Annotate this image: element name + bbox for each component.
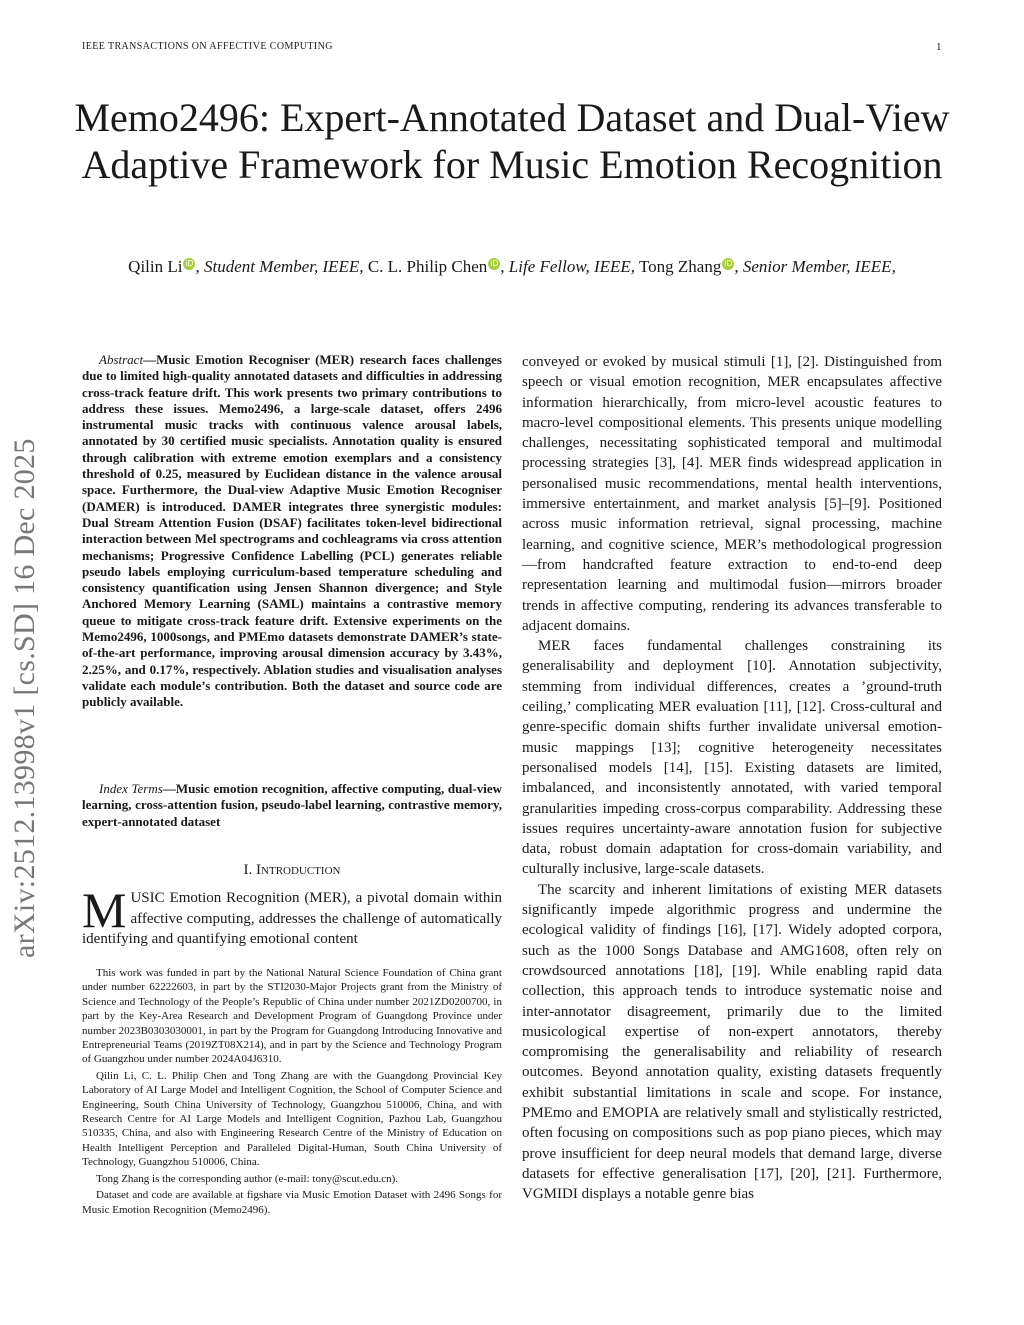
page-number: 1 xyxy=(936,41,942,53)
body-paragraph: conveyed or evoked by musical stimuli [1], [2]. Distinguished from speech or visual emotion recognition, MER encapsulates affective information hierarchically, from micro-level acoustic features to macro-level compositional elements. This presents unique modelling challenges, necessitating sophisticated temporal and multimodal processing strategies [3], [4]. MER finds widespread application in personalised music recommendations, mental health interventions, immersive entertainment, and market analysis [5]–[9]. Positioned across music information retrieval, signal processing, machine learning, and cognitive science, MER’s methodological progression—from handcrafted feature extraction to end-to-end deep representation learning and multimodal fusion—mirrors broader trends in affective computing, rendering its advances transferable to adjacent domains. xyxy=(522,354,942,634)
arxiv-stamp: arXiv:2512.13998v1 [cs.SD] 16 Dec 2025 xyxy=(8,438,41,958)
orcid-icon[interactable]: iD xyxy=(724,259,733,268)
orcid-icon[interactable]: iD xyxy=(490,259,499,268)
index-terms-label: Index Terms xyxy=(99,781,163,796)
section-title: Introduction xyxy=(256,862,341,878)
body-paragraph: The scarcity and inherent limitations of existing MER datasets significantly impede algorithmic progress and undermine the ecological validity of findings [16], [17]. Widely adopted corpora, such as the 1000 Songs Database and AMG1608, often rely on crowdsourced annotations [18], [19]. While enabling rapid data collection, this approach tends to introduce systematic noise and inter-annotator disagreement, primarily due to the limited musicological expertise of non-expert annotators, thereby compromising the generalisability and reliability of research outcomes. Beyond annotation quality, existing datasets frequently exhibit substantial limitations in scale and scope. For instance, PMEmo and EMOPIA are relatively small and stylistically restricted, often focusing on compositions such as pop piano pieces, which may prove insufficient for deep neural models that demand large, diverse datasets for effective generalisation [17], [20], [21]. Furthermore, VGMIDI displays a notable genre bias xyxy=(522,881,942,1203)
author-role: Life Fellow, IEEE, xyxy=(508,257,636,276)
body-paragraph: MER faces fundamental challenges constraining its generalisability and deployment [10]. Annotation subjectivity, stemming from individual differences, creates a ’ground-truth ceiling,’ complicating MER evaluation [11], [12]. Cross-cultural and genre-specific domain shifts further invalidate universal emotion-music mappings [13]; cognitive heterogeneity necessitates personalised models [14], [15]. Existing datasets are limited, imbalanced, and inconsistently annotated, with varied temporal granularities impeding cross-corpus comparability. Addressing these issues requires uncertainty-aware annotation fusion for subjective data, robust domain adaptation for cross-domain variability, and culturally inclusive, large-scale datasets. xyxy=(522,638,942,878)
drop-cap: M xyxy=(82,882,127,938)
abstract-label: Abstract xyxy=(99,352,144,367)
footnote-corresponding-author: Tong Zhang is the corresponding author (e-mail: tony@scut.edu.cn). xyxy=(96,1172,399,1185)
author-list: Qilin Li iD , Student Member, IEEE, C. L. Philip Chen iD , Life Fellow, IEEE, Tong Zhang iD , Senior Member, IEEE, xyxy=(128,257,896,276)
author-role: Student Member, IEEE, xyxy=(203,257,364,276)
intro-paragraph xyxy=(82,882,502,950)
footnotes xyxy=(82,966,502,1219)
right-column xyxy=(522,352,942,1204)
orcid-icon[interactable]: iD xyxy=(185,259,194,268)
author-name: C. L. Philip Chen xyxy=(367,257,488,276)
author-role: Senior Member, IEEE, xyxy=(742,257,896,276)
abstract xyxy=(82,352,502,711)
author-name: Tong Zhang xyxy=(638,257,722,276)
section-heading xyxy=(82,862,502,879)
section-number: I. xyxy=(243,862,253,878)
index-terms xyxy=(82,781,502,830)
footnote-funding: This work was funded in part by the National Natural Science Foundation of China grant under number 62222603, in part by the STI2030-Major Projects grant from the Ministry of Science and Technology of the People’s Republic of China under number 2021ZD0200700, in part by the Key-Area Research and Development Program of Guangdong Province under number 2023B0303030001, in part by the Program for Guangdong Introducing Innovative and Entrepreneurial Teams (2019ZT08X214), and in part by the Science and Technology Program of Guangzhou under number 2024A04J6310. xyxy=(82,967,502,1066)
intro-text: USIC Emotion Recognition (MER), a pivotal domain within affective computing, addresses the challenge of automatically identifying and quantifying emotional content xyxy=(82,890,502,947)
abstract-text: —Music Emotion Recogniser (MER) research faces challenges due to limited high-quality annotated datasets and difficulties in addressing cross-track feature drift. This work presents two primary contributions to address these issues. Memo2496, a large-scale dataset, offers 2496 instrumental music tracks with continuous valence arousal labels, annotated by 30 certified music specialists. Annotation quality is ensured through calibration with extreme emotion exemplars and a consistency threshold of 0.25, measured by Euclidean distance in the valence arousal space. Furthermore, the Dual-view Adaptive Music Emotion Recogniser (DAMER) is introduced. DAMER integrates three synergistic modules: Dual Stream Attention Fusion (DSAF) facilitates token-level bidirectional interaction between Mel spectrograms and cochleagrams via cross attention mechanisms; Progressive Confidence Labelling (PCL) generates reliable pseudo labels employing curriculum-based temperature scheduling and consistency quantification using Jensen Shannon divergence; and Style Anchored Memory Learning (SAML) maintains a contrastive memory queue to mitigate cross-track feature drift. Extensive experiments on the Memo2496, 1000songs, and PMEmo datasets demonstrate DAMER’s state-of-the-art performance, improving arousal dimension accuracy by 3.43%, 2.25%, and 0.17%, respectively. Ablation studies and visualisation analyses validate each module’s contribution. Both the dataset and source code are publicly available. xyxy=(82,352,502,710)
running-header: IEEE TRANSACTIONS ON AFFECTIVE COMPUTING xyxy=(82,41,333,52)
paper-title: Memo2496: Expert-Annotated Dataset and Dual-View Adaptive Framework for Music Emotion Recognition xyxy=(74,95,950,187)
author-name: Qilin Li xyxy=(128,257,183,276)
footnote-availability: Dataset and code are available at figshare via Music Emotion Dataset with 2496 Songs for Music Emotion Recognition (Memo2496). xyxy=(82,1189,502,1216)
footnote-affiliations: Qilin Li, C. L. Philip Chen and Tong Zhang are with the Guangdong Provincial Key Laboratory of AI Large Model and Intelligent Cognition, the School of Computer Science and Engineering, South China University of Technology, Guangzhou 510006, China, and with Research Centre for AI Large Models and Intelligent Cognition, Pazhou Lab, Guangzhou 510335, China, and also with Engineering Research Centre of the Ministry of Education on Health Intelligent Perception and Paralleled Digital-Human, South China University of Technology, Guangzhou 510006, China. xyxy=(82,1069,502,1169)
index-terms-text: —Music emotion recognition, affective computing, dual-view learning, cross-attention fusion, pseudo-label learning, contrastive memory, expert-annotated dataset xyxy=(82,781,503,829)
